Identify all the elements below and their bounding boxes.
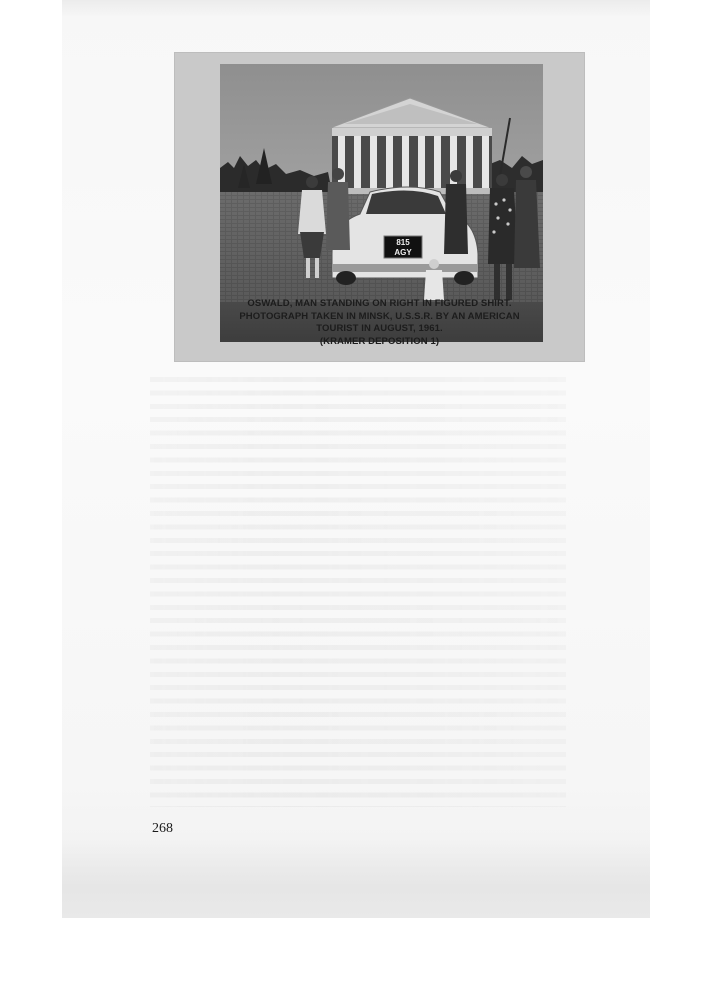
caption-line-4: (KRAMER DEPOSITION 1) — [319, 335, 440, 347]
page-number: 268 — [152, 821, 173, 836]
page-bottom-shade — [62, 840, 650, 918]
photo-plate — [174, 52, 585, 362]
caption-line-3: TOURIST IN AUGUST, 1961. — [316, 323, 443, 334]
page-top-band — [62, 0, 650, 16]
caption-line-1: OSWALD, MAN STANDING ON RIGHT IN FIGURED SHIRT. — [247, 298, 512, 309]
license-plate-line-2: AGY — [394, 248, 412, 257]
license-plate-line-1: 815 — [396, 238, 410, 247]
photo-caption — [174, 298, 585, 348]
faded-body-text — [150, 377, 566, 807]
caption-line-2: PHOTOGRAPH TAKEN IN MINSK, U.S.S.R. BY AN AMERICAN — [239, 310, 520, 322]
